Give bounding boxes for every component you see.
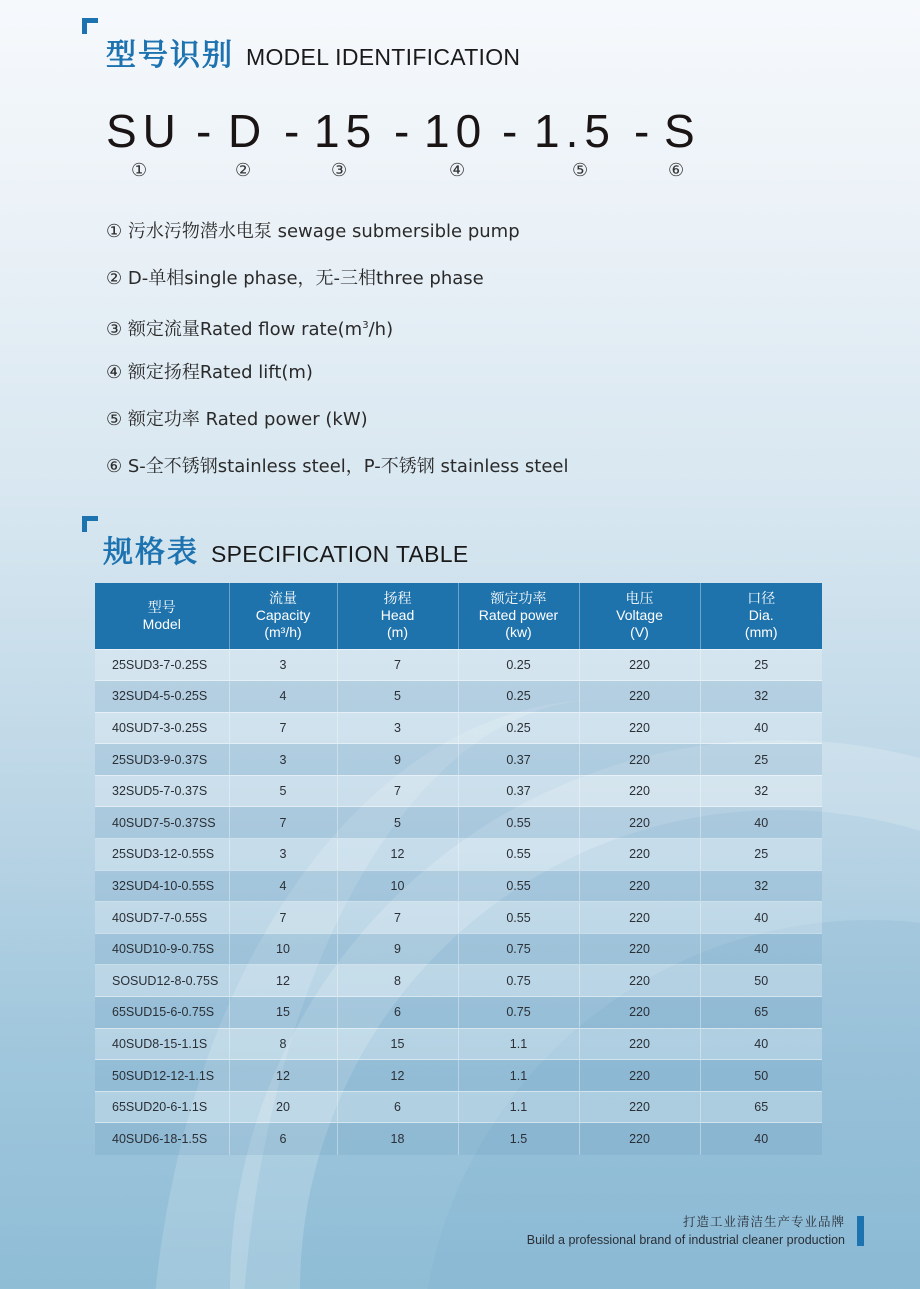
cell-head: 9	[337, 933, 458, 965]
header-en: Dia.	[748, 607, 774, 624]
table-body	[95, 649, 822, 1155]
legend-number: ⑤	[106, 409, 123, 430]
cell-voltage: 220	[579, 807, 700, 839]
cell-diameter: 65	[700, 1091, 822, 1123]
cell-rated-power: 1.1	[458, 1060, 579, 1092]
legend-number: ⑥	[106, 456, 123, 477]
header-cn: 流量	[269, 590, 297, 607]
cell-model: 32SUD4-5-0.25S	[95, 681, 229, 713]
cell-diameter: 50	[700, 965, 822, 997]
cell-head: 5	[337, 807, 458, 839]
code-part-lift: 10	[424, 105, 488, 157]
cell-voltage: 220	[579, 933, 700, 965]
cell-rated-power: 0.25	[458, 712, 579, 744]
superscript: 3	[362, 320, 369, 331]
cell-capacity: 12	[229, 965, 337, 997]
cell-model: 65SUD15-6-0.75S	[95, 997, 229, 1029]
cell-capacity: 3	[229, 649, 337, 681]
legend-text	[128, 319, 393, 340]
legend-item-material	[106, 453, 569, 500]
cell-model: 32SUD5-7-0.37S	[95, 775, 229, 807]
cell-capacity: 12	[229, 1060, 337, 1092]
cell-model: SOSUD12-8-0.75S	[95, 965, 229, 997]
header-en: Head	[380, 607, 415, 624]
cell-capacity: 5	[229, 775, 337, 807]
code-separator: -	[196, 105, 218, 157]
cell-voltage: 220	[579, 1123, 700, 1155]
cell-voltage: 220	[579, 965, 700, 997]
table-row	[95, 870, 822, 902]
cell-voltage: 220	[579, 744, 700, 776]
cell-model: 40SUD8-15-1.1S	[95, 1028, 229, 1060]
header-cn: 额定功率	[490, 590, 547, 607]
cell-capacity: 7	[229, 902, 337, 934]
cell-diameter: 65	[700, 997, 822, 1029]
legend-item-power	[106, 406, 569, 453]
cell-voltage: 220	[579, 712, 700, 744]
cell-rated-power: 0.75	[458, 997, 579, 1029]
header-unit: (kw)	[505, 624, 532, 641]
cell-capacity: 6	[229, 1123, 337, 1155]
cell-rated-power: 0.75	[458, 965, 579, 997]
cell-capacity: 4	[229, 681, 337, 713]
specification-table	[95, 583, 822, 1155]
corner-mark-icon	[82, 516, 98, 532]
cell-rated-power: 1.1	[458, 1028, 579, 1060]
legend-text: 额定扬程Rated lift(m)	[127, 362, 313, 383]
cell-model: 40SUD6-18-1.5S	[95, 1123, 229, 1155]
cell-rated-power: 1.1	[458, 1091, 579, 1123]
code-part-power: 1.5	[534, 105, 616, 157]
table-row	[95, 681, 822, 713]
legend-text: 污水污物潜水电泵 sewage submersible pump	[127, 221, 520, 242]
legend-item-phase	[106, 265, 569, 312]
cell-voltage: 220	[579, 1028, 700, 1060]
column-header-diameter	[700, 583, 822, 649]
cell-diameter: 40	[700, 807, 822, 839]
cell-diameter: 32	[700, 775, 822, 807]
table-row	[95, 997, 822, 1029]
legend-text: S-全不锈钢stainless steel，P-不锈钢 stainless steel	[127, 456, 569, 477]
table-row	[95, 649, 822, 681]
table-row	[95, 775, 822, 807]
legend-number: ①	[106, 221, 123, 242]
cell-model: 32SUD4-10-0.55S	[95, 870, 229, 902]
code-number-1: ①	[131, 160, 148, 181]
cell-voltage: 220	[579, 997, 700, 1029]
legend-text: 额定功率 Rated power (kW)	[127, 409, 368, 430]
header-en: Rated power	[478, 607, 559, 624]
legend-text-part: /h)	[368, 319, 394, 340]
model-identification-heading	[106, 30, 520, 74]
cell-head: 10	[337, 870, 458, 902]
cell-voltage: 220	[579, 1091, 700, 1123]
code-separator: -	[634, 105, 656, 157]
column-header-model	[95, 583, 229, 649]
cell-diameter: 25	[700, 839, 822, 871]
section-title-cn: 规格表	[103, 535, 199, 570]
header-unit: (V)	[630, 624, 649, 641]
table-row	[95, 744, 822, 776]
cell-voltage: 220	[579, 870, 700, 902]
cell-diameter: 25	[700, 649, 822, 681]
legend-number: ③	[106, 319, 123, 340]
code-number-2: ②	[235, 160, 252, 181]
slogan-cn: 打造工业清洁生产专业品牌	[682, 1215, 845, 1229]
table-row	[95, 1123, 822, 1155]
code-separator: -	[284, 105, 306, 157]
cell-head: 7	[337, 775, 458, 807]
cell-rated-power: 0.75	[458, 933, 579, 965]
column-header-rated-power	[458, 583, 579, 649]
cell-model: 40SUD10-9-0.75S	[95, 933, 229, 965]
cell-model: 25SUD3-7-0.25S	[95, 649, 229, 681]
table-row	[95, 902, 822, 934]
code-separator: -	[502, 105, 524, 157]
cell-diameter: 32	[700, 681, 822, 713]
cell-capacity: 8	[229, 1028, 337, 1060]
section-title-en: SPECIFICATION TABLE	[211, 541, 469, 567]
cell-rated-power: 0.55	[458, 870, 579, 902]
specification-table-heading	[103, 527, 468, 571]
cell-diameter: 40	[700, 902, 822, 934]
cell-voltage: 220	[579, 649, 700, 681]
cell-rated-power: 0.55	[458, 807, 579, 839]
code-number-6: ⑥	[668, 160, 685, 181]
code-part-flow: 15	[314, 105, 378, 157]
table-row	[95, 807, 822, 839]
header-unit: (m³/h)	[264, 624, 302, 641]
cell-head: 18	[337, 1123, 458, 1155]
legend-text: D-单相single phase，无-三相three phase	[127, 268, 484, 289]
cell-head: 9	[337, 744, 458, 776]
header-en: Voltage	[616, 607, 663, 624]
header-en: Capacity	[255, 607, 311, 624]
table-row	[95, 1028, 822, 1060]
cell-rated-power: 0.25	[458, 649, 579, 681]
corner-mark-icon	[82, 18, 98, 34]
cell-voltage: 220	[579, 775, 700, 807]
table-row	[95, 933, 822, 965]
cell-rated-power: 0.25	[458, 681, 579, 713]
cell-rated-power: 0.55	[458, 902, 579, 934]
section-title-en: MODEL IDENTIFICATION	[246, 44, 521, 70]
header-cn: 扬程	[383, 590, 412, 607]
code-number-3: ③	[331, 160, 348, 181]
cell-diameter: 40	[700, 933, 822, 965]
code-separator: -	[394, 105, 416, 157]
cell-head: 7	[337, 902, 458, 934]
column-header-head	[337, 583, 458, 649]
cell-rated-power: 0.37	[458, 775, 579, 807]
cell-rated-power: 0.55	[458, 839, 579, 871]
cell-capacity: 7	[229, 712, 337, 744]
section-title-cn: 型号识别	[106, 38, 234, 73]
cell-model: 40SUD7-3-0.25S	[95, 712, 229, 744]
cell-capacity: 4	[229, 870, 337, 902]
code-part-material: S	[664, 105, 701, 157]
table-row	[95, 712, 822, 744]
header-unit: (m)	[387, 624, 408, 641]
cell-capacity: 10	[229, 933, 337, 965]
cell-model: 50SUD12-12-1.1S	[95, 1060, 229, 1092]
cell-head: 6	[337, 997, 458, 1029]
legend-item-pump-type	[106, 218, 569, 265]
cell-head: 6	[337, 1091, 458, 1123]
table-header-row	[95, 583, 822, 649]
cell-rated-power: 0.37	[458, 744, 579, 776]
header-unit: (mm)	[744, 624, 778, 641]
code-part-d: D	[228, 105, 268, 157]
table-row	[95, 1091, 822, 1123]
cell-diameter: 50	[700, 1060, 822, 1092]
cell-model: 40SUD7-7-0.55S	[95, 902, 229, 934]
legend-item-flow-rate	[106, 312, 569, 359]
cell-head: 8	[337, 965, 458, 997]
cell-diameter: 32	[700, 870, 822, 902]
header-cn: 电压	[625, 590, 654, 607]
header-cn: 口径	[747, 590, 776, 607]
cell-head: 12	[337, 839, 458, 871]
cell-capacity: 15	[229, 997, 337, 1029]
legend-number: ④	[106, 362, 123, 383]
cell-head: 12	[337, 1060, 458, 1092]
column-header-voltage	[579, 583, 700, 649]
cell-model: 40SUD7-5-0.37SS	[95, 807, 229, 839]
cell-head: 5	[337, 681, 458, 713]
cell-voltage: 220	[579, 1060, 700, 1092]
cell-model: 25SUD3-12-0.55S	[95, 839, 229, 871]
footer-slogan	[527, 1214, 845, 1250]
cell-model: 25SUD3-9-0.37S	[95, 744, 229, 776]
model-code-example	[106, 106, 706, 156]
column-header-capacity	[229, 583, 337, 649]
cell-voltage: 220	[579, 681, 700, 713]
cell-head: 3	[337, 712, 458, 744]
header-en: Model	[142, 615, 181, 632]
cell-capacity: 20	[229, 1091, 337, 1123]
cell-model: 65SUD20-6-1.1S	[95, 1091, 229, 1123]
cell-capacity: 3	[229, 744, 337, 776]
header-cn: 型号	[147, 598, 176, 615]
cell-diameter: 40	[700, 1028, 822, 1060]
code-number-4: ④	[449, 160, 466, 181]
cell-diameter: 40	[700, 1123, 822, 1155]
table-row	[95, 839, 822, 871]
table-row	[95, 1060, 822, 1092]
code-part-su: SU	[106, 105, 182, 157]
cell-head: 15	[337, 1028, 458, 1060]
cell-head: 7	[337, 649, 458, 681]
table-row	[95, 965, 822, 997]
cell-voltage: 220	[579, 902, 700, 934]
slogan-en: Build a professional brand of industrial cleaner production	[526, 1233, 845, 1247]
cell-capacity: 3	[229, 839, 337, 871]
legend-item-lift	[106, 359, 569, 406]
legend-number: ②	[106, 268, 123, 289]
cell-voltage: 220	[579, 839, 700, 871]
legend-text-part: 额定流量Rated flow rate(m	[127, 319, 363, 340]
code-number-5: ⑤	[572, 160, 589, 181]
cell-diameter: 25	[700, 744, 822, 776]
cell-rated-power: 1.5	[458, 1123, 579, 1155]
accent-bar	[857, 1216, 864, 1246]
cell-capacity: 7	[229, 807, 337, 839]
cell-diameter: 40	[700, 712, 822, 744]
code-legend-list	[106, 218, 569, 500]
